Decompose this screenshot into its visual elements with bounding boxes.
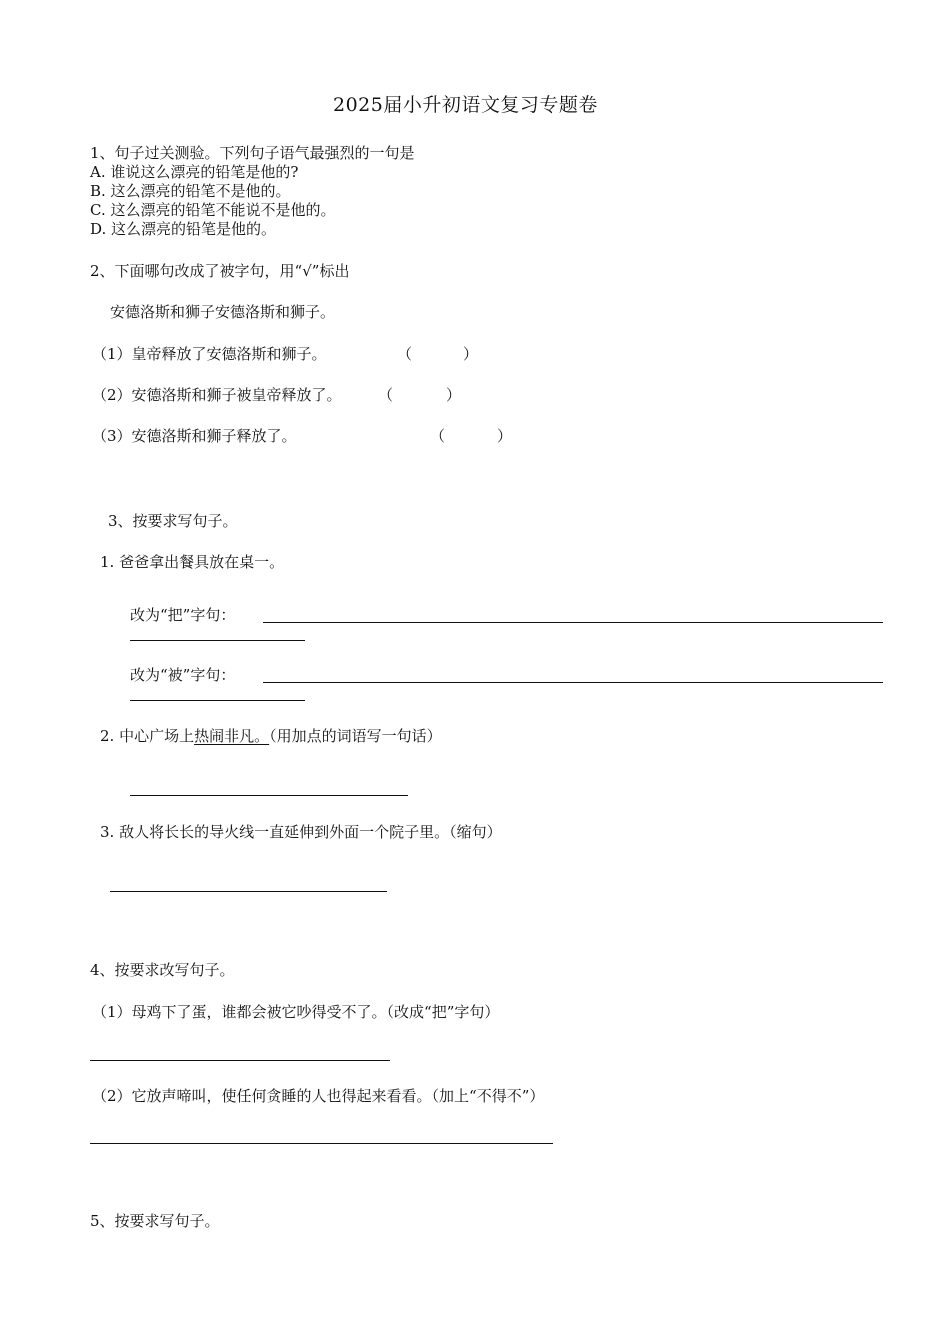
q4-item-1-answer-line[interactable] [90,1060,390,1061]
q4-item-2: （2）它放声啼叫，使任何贪睡的人也得起来看看。（加上“不得不”） [92,1087,545,1105]
q1-option-d: D. 这么漂亮的铅笔是他的。 [90,220,277,238]
q2-item-2-paren-close[interactable]: ） [446,386,462,404]
q2-item-1-paren-open: （ [397,345,413,363]
q3-sentence-2-keyword: 热闹非凡。 [194,727,270,745]
q2-item-1-paren-close[interactable]: ） [463,345,479,363]
q3-sentence-2 [100,727,442,745]
page-title: 2025届小升初语文复习专题卷 [333,94,598,116]
q1-option-c: C. 这么漂亮的铅笔不能说不是他的。 [90,201,336,219]
q2-stem: 2、下面哪句改成了被字句，用“√”标出 [90,262,350,280]
q1-option-b: B. 这么漂亮的铅笔不是他的。 [90,182,291,200]
q1-stem: 1、句子过关测验。下列句子语气最强烈的一句是 [90,144,415,162]
q2-item-2-paren-open: （ [378,386,394,404]
q3-sentence-2-suffix: （用加点的词语写一句话） [269,727,442,745]
q3-ba-answer-line[interactable] [263,622,883,623]
q4-item-1: （1）母鸡下了蛋，谁都会被它吵得受不了。（改成“把”字句） [92,1003,500,1021]
q2-item-3-paren-open: （ [430,427,446,445]
q4-item-2-answer-line[interactable] [90,1143,553,1144]
q3-ba-answer-line-cont[interactable] [130,640,305,641]
q2-item-3: （3）安德洛斯和狮子释放了。 [92,427,297,445]
q3-sentence-1: 1. 爸爸拿出餐具放在桌一。 [100,553,285,571]
q1-option-a: A. 谁说这么漂亮的铅笔是他的? [90,163,299,181]
q3-stem: 3、按要求写句子。 [108,512,238,530]
q3-sentence-2-answer-line[interactable] [130,795,408,796]
q3-bei-label: 改为“被”字句： [130,666,236,684]
q5-stem: 5、按要求写句子。 [90,1212,220,1230]
q3-bei-answer-line[interactable] [263,682,883,683]
q3-ba-label: 改为“把”字句： [130,606,236,624]
q2-sentence: 安德洛斯和狮子安德洛斯和狮子。 [110,303,336,321]
q2-item-2: （2）安德洛斯和狮子被皇帝释放了。 [92,386,342,404]
q3-sentence-3: 3. 敌人将长长的导火线一直延伸到外面一个院子里。（缩句） [100,823,502,841]
q3-sentence-2-prefix: 2. 中心广场上 [100,727,195,745]
q3-bei-answer-line-cont[interactable] [130,700,305,701]
q2-item-1: （1）皇帝释放了安德洛斯和狮子。 [92,345,327,363]
q3-sentence-3-answer-line[interactable] [110,891,387,892]
q2-item-3-paren-close[interactable]: ） [497,427,513,445]
q4-stem: 4、按要求改写句子。 [90,961,235,979]
